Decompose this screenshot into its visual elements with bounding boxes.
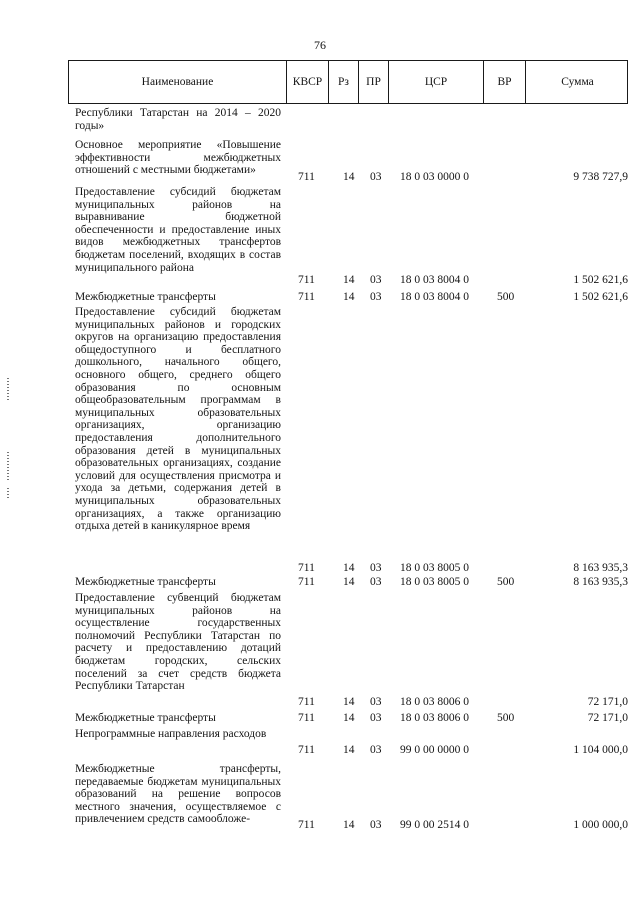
row-sum: 9 738 727,9 bbox=[573, 171, 628, 183]
row-rz: 14 bbox=[343, 171, 355, 183]
row-rz: 14 bbox=[343, 819, 355, 831]
row-csr: 18 0 03 8005 0 bbox=[400, 562, 469, 574]
row-rz: 14 bbox=[343, 274, 355, 286]
row-kvsr: 711 bbox=[298, 171, 315, 183]
row-name: Основное мероприятие «Повышение эффективности межбюджетных отношений с местными бюджетами» bbox=[75, 139, 281, 177]
row-rz: 14 bbox=[343, 712, 355, 724]
row-pr: 03 bbox=[370, 274, 382, 286]
row-sum: 1 502 621,6 bbox=[573, 274, 628, 286]
row-sum: 1 000 000,0 bbox=[573, 819, 628, 831]
table-header bbox=[68, 60, 628, 104]
row-kvsr: 711 bbox=[298, 712, 315, 724]
row-rz: 14 bbox=[343, 291, 355, 303]
row-kvsr: 711 bbox=[298, 291, 315, 303]
row-name: Межбюджетные трансферты bbox=[75, 576, 216, 588]
row-kvsr: 711 bbox=[298, 819, 315, 831]
margin-mark bbox=[7, 378, 9, 400]
column-header-rz: Рз bbox=[329, 61, 359, 103]
page-number: 76 bbox=[314, 38, 326, 52]
row-rz: 14 bbox=[343, 576, 355, 588]
column-header-name: Наименование bbox=[69, 61, 287, 103]
column-header-sum: Сумма bbox=[561, 76, 594, 88]
row-name: Межбюджетные трансферты bbox=[75, 291, 216, 303]
column-header-pr: ПР bbox=[359, 61, 389, 103]
row-vr: 500 bbox=[497, 576, 515, 588]
row-pr: 03 bbox=[370, 171, 382, 183]
row-csr: 18 0 03 8006 0 bbox=[400, 712, 469, 724]
row-pr: 03 bbox=[370, 819, 382, 831]
row-csr: 18 0 03 0000 0 bbox=[400, 171, 469, 183]
row-sum: 8 163 935,3 bbox=[573, 562, 628, 574]
margin-mark bbox=[7, 452, 9, 482]
row-csr: 18 0 03 8006 0 bbox=[400, 696, 469, 708]
row-kvsr: 711 bbox=[298, 274, 315, 286]
column-header-kvsr: КВСР bbox=[287, 61, 329, 103]
row-pr: 03 bbox=[370, 562, 382, 574]
row-pr: 03 bbox=[370, 744, 382, 756]
row-name: Межбюджетные трансферты bbox=[75, 712, 216, 724]
row-name: Непрограммные направления расходов bbox=[75, 728, 267, 740]
row-name: Предоставление субсидий бюджетам муниципальных районов и городских округов на организацию предоставления общедоступного и бесплатного дошкольного, начального общего, основного общего, среднего общего образования по основным общеобразовательным программам в муниципальных образовательных организациях, организацию предоставления дополнительного образования детей в муниципальных образовательных организациях, создание условий для осуществления присмотра и ухода за детьми, содержания детей в муниципальных образовательных организациях, а также организацию отдыха детей в каникулярное время bbox=[75, 306, 281, 533]
row-kvsr: 711 bbox=[298, 576, 315, 588]
row-sum: 72 171,0 bbox=[587, 696, 628, 708]
column-header-vr: ВР bbox=[484, 61, 526, 103]
row-name: Предоставление субсидий бюджетам муниципальных районов на выравнивание бюджетной обеспеченности и предоставление иных видов межбюджетных трансфертов бюджетам поселений, входящих в состав муниципального района bbox=[75, 186, 281, 274]
row-name: Республики Татарстан на 2014 – 2020 годы» bbox=[75, 107, 281, 132]
row-kvsr: 711 bbox=[298, 696, 315, 708]
row-csr: 18 0 03 8004 0 bbox=[400, 291, 469, 303]
row-pr: 03 bbox=[370, 712, 382, 724]
row-pr: 03 bbox=[370, 576, 382, 588]
row-csr: 99 0 00 0000 0 bbox=[400, 744, 469, 756]
row-sum: 1 502 621,6 bbox=[573, 291, 628, 303]
row-sum: 8 163 935,3 bbox=[573, 576, 628, 588]
row-csr: 99 0 00 2514 0 bbox=[400, 819, 469, 831]
row-csr: 18 0 03 8004 0 bbox=[400, 274, 469, 286]
margin-mark bbox=[7, 488, 9, 498]
row-sum: 72 171,0 bbox=[587, 712, 628, 724]
row-name: Межбюджетные трансферты, передаваемые бюджетам муниципальных образований на решение вопросов местного значения, осуществляемое с привлечением средств самообложе- bbox=[75, 763, 281, 826]
row-pr: 03 bbox=[370, 696, 382, 708]
row-rz: 14 bbox=[343, 562, 355, 574]
row-sum: 1 104 000,0 bbox=[573, 744, 628, 756]
row-name: Предоставление субвенций бюджетам муниципальных районов на осуществление государственных полномочий Республики Татарстан по расчету и предоставлению дотаций бюджетам городских, сельских поселений за счет средств бюджета Республики Татарстан bbox=[75, 592, 281, 693]
column-header-csr: ЦСР bbox=[389, 61, 484, 103]
row-kvsr: 711 bbox=[298, 744, 315, 756]
row-csr: 18 0 03 8005 0 bbox=[400, 576, 469, 588]
row-pr: 03 bbox=[370, 291, 382, 303]
row-rz: 14 bbox=[343, 696, 355, 708]
row-vr: 500 bbox=[497, 712, 515, 724]
row-vr: 500 bbox=[497, 291, 515, 303]
row-kvsr: 711 bbox=[298, 562, 315, 574]
row-rz: 14 bbox=[343, 744, 355, 756]
